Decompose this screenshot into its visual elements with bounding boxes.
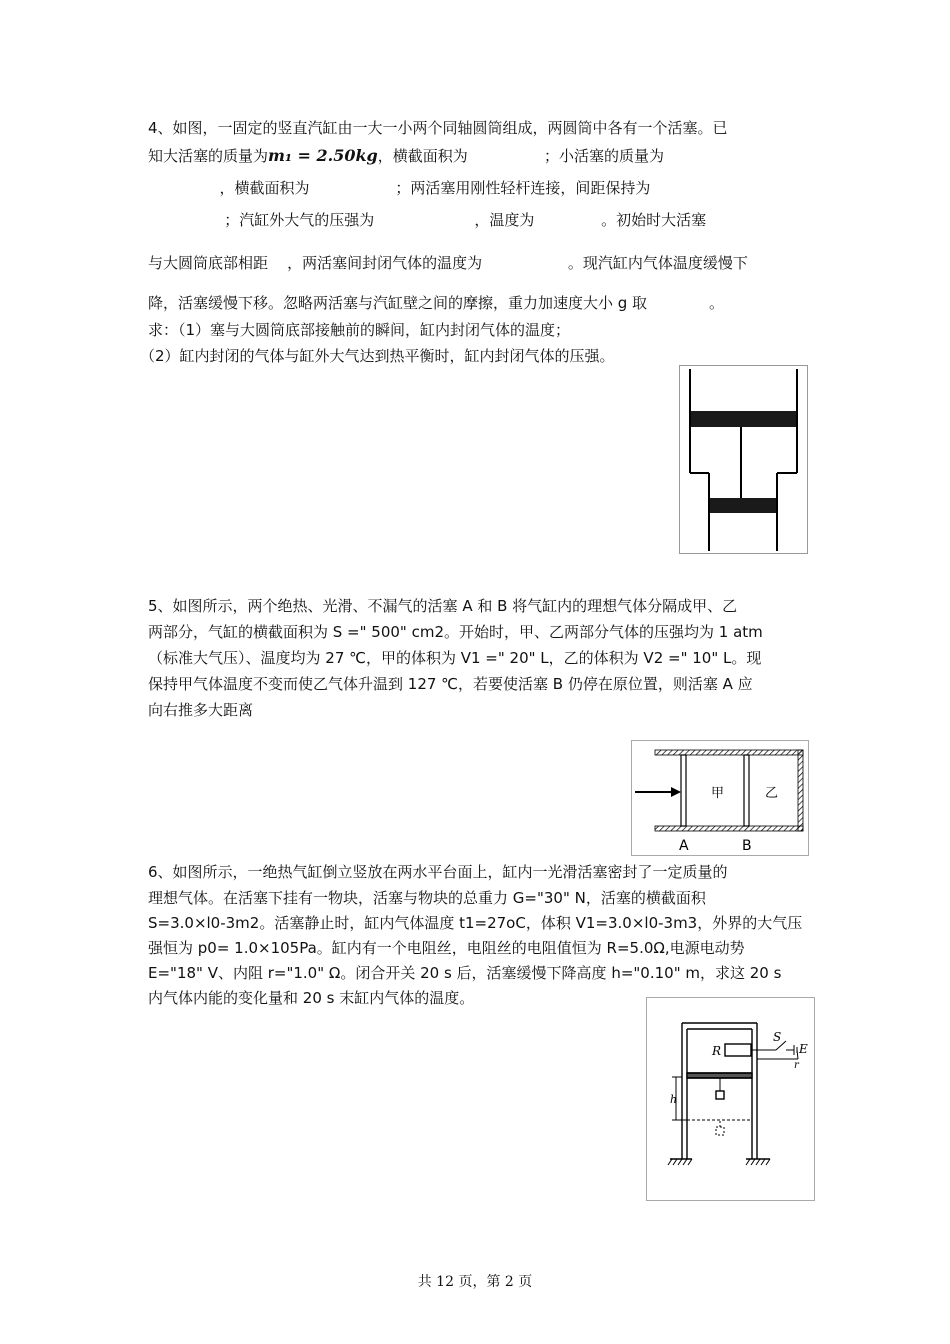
p6-line-5: E="18" V、内阻 r="1.0" Ω。闭合开关 20 s 后，活塞缓慢下降高度 h="0.10" m，求这 20 s bbox=[148, 964, 782, 982]
label-B: B bbox=[742, 838, 752, 854]
p5-line-5: 向右推多大距离 bbox=[148, 701, 254, 719]
figure-4-cylinder bbox=[679, 365, 809, 555]
label-R: R bbox=[712, 1044, 722, 1058]
p4-line-5: 与大圆筒底部相距 ，两活塞间封闭气体的温度为 。现汽缸内气体温度缓慢下 bbox=[148, 254, 748, 272]
label-jia: 甲 bbox=[711, 786, 725, 801]
p6-line-4: 强恒为 p0= 1.0×105Pa。缸内有一个电阻丝，电阻丝的电阻值恒为 R=5.0Ω,电源电动势 bbox=[148, 939, 745, 957]
p5-line-2: 两部分，气缸的横截面积为 S =" 500" cm2。开始时，甲、乙两部分气体的压强均为 1 atm bbox=[148, 623, 763, 641]
p4-line-2a: 知大活塞的质量为 bbox=[148, 147, 269, 165]
p4-line-7: 求：（1）塞与大圆筒底部接触前的瞬间，缸内封闭气体的温度； bbox=[148, 321, 571, 339]
p5-line-3: （标准大气压）、温度均为 27 ℃，甲的体积为 V1 =" 20" L，乙的体积为 V2 =" 10" L。现 bbox=[148, 649, 762, 667]
p5-line-4: 保持甲气体温度不变而使乙气体升温到 127 ℃，若要使活塞 B 仍停在原位置，则活塞 A 应 bbox=[148, 675, 753, 693]
figure-6-cylinder bbox=[646, 997, 816, 1202]
label-yi: 乙 bbox=[765, 786, 779, 801]
label-r: r bbox=[794, 1060, 799, 1071]
p4-line-8: （2）缸内封闭的气体与缸外大气达到热平衡时，缸内封闭气体的压强。 bbox=[140, 347, 615, 365]
label-S: S bbox=[773, 1030, 782, 1044]
p6-line-2: 理想气体。在活塞下挂有一物块，活塞与物块的总重力 G="30" N，活塞的横截面积 bbox=[148, 889, 706, 907]
p4-line-4: ；汽缸外大气的压强为 ，温度为 。初始时大活塞 bbox=[148, 211, 707, 229]
page-footer: 共 12 页，第 2 页 bbox=[417, 1274, 533, 1290]
p5-line-1: 5、如图所示，两个绝热、光滑、不漏气的活塞 A 和 B 将气缸内的理想气体分隔成甲、乙 bbox=[148, 597, 738, 615]
label-A: A bbox=[679, 838, 689, 854]
label-h: h bbox=[670, 1093, 678, 1106]
p6-line-1: 6、如图所示，一绝热气缸倒立竖放在两水平台面上，缸内一光滑活塞密封了一定质量的 bbox=[148, 863, 728, 881]
p4-line-3: ，横截面积为 ；两活塞用刚性轻杆连接，间距保持为 bbox=[148, 179, 651, 197]
m1-formula: m₁ = 2.50kg bbox=[268, 146, 378, 165]
p6-line-6: 内气体内能的变化量和 20 s 末缸内气体的温度。 bbox=[148, 989, 475, 1007]
p4-line-1: 4、如图，一固定的竖直汽缸由一大一小两个同轴圆筒组成，两圆筒中各有一个活塞。已 bbox=[148, 119, 728, 137]
p6-line-3: S=3.0×l0-3m2。活塞静止时，缸内气体温度 t1=27oC，体积 V1=3.0×l0-3m3，外界的大气压 bbox=[148, 914, 803, 932]
p4-line-2 bbox=[148, 146, 664, 166]
label-E: E bbox=[799, 1042, 808, 1056]
p4-line-2b: ，横截面积为 ；小活塞的质量为 bbox=[377, 147, 665, 165]
p4-line-6: 降，活塞缓慢下移。忽略两活塞与汽缸壁之间的摩擦，重力加速度大小 g 取 。 bbox=[148, 294, 725, 312]
figure-5-cylinder bbox=[631, 740, 809, 856]
